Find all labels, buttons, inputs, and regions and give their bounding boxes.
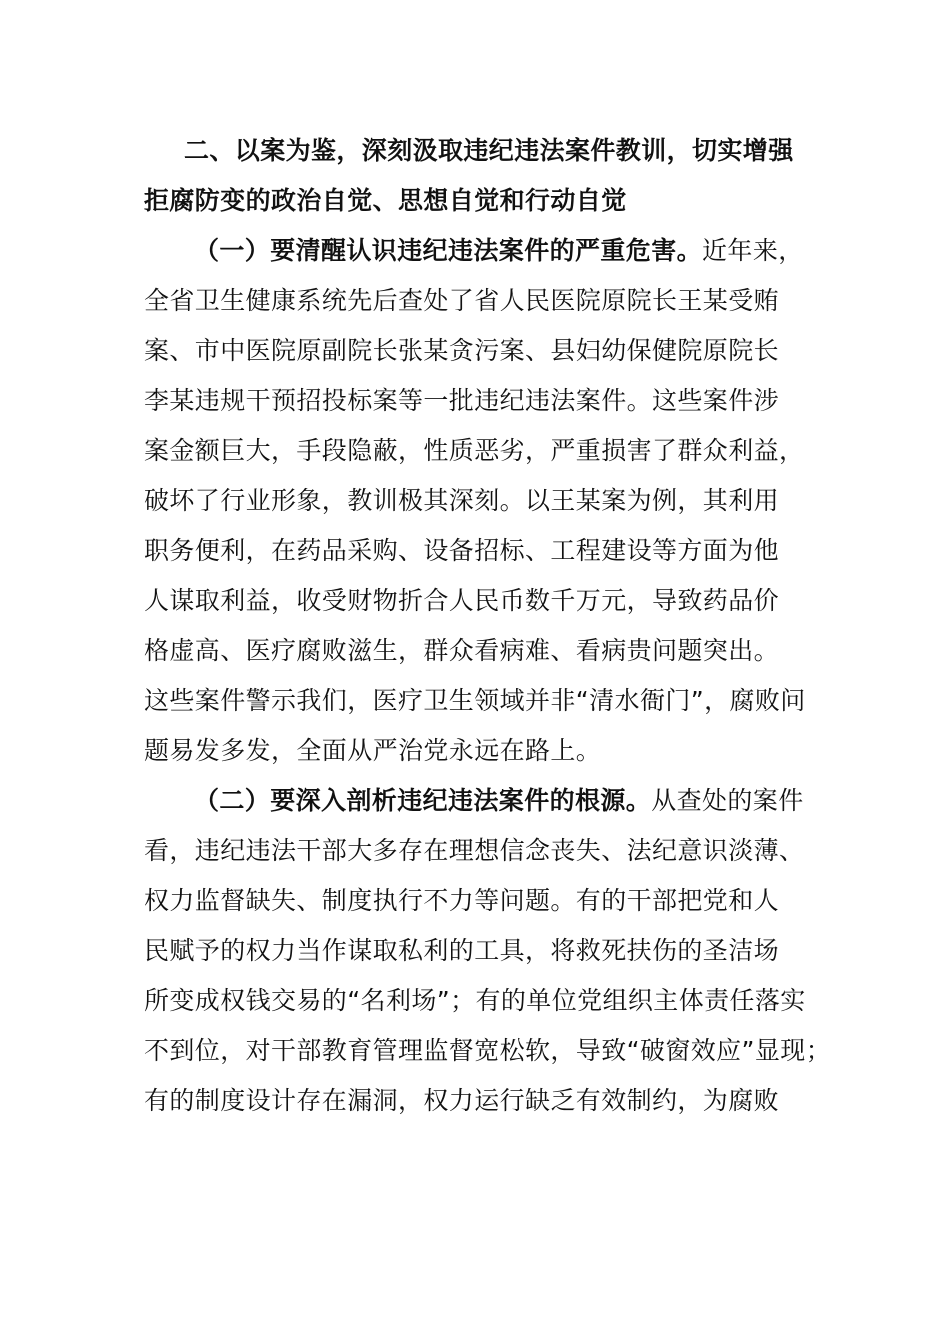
paragraph-line: 权力监督缺失、制度执行不力等问题。有的干部把党和人 <box>144 886 780 915</box>
document-body <box>144 126 834 1126</box>
paragraph-line: 格虚高、医疗腐败滋生，群众看病难、看病贵问题突出。 <box>144 636 780 665</box>
subsection-2-heading: （二）要深入剖析违纪违法案件的根源。 <box>194 786 652 815</box>
subsection-1-heading: （一）要清醒认识违纪违法案件的严重危害。 <box>194 236 703 265</box>
paragraph-line: 民赋予的权力当作谋取私利的工具，将救死扶伤的圣洁场 <box>144 936 780 965</box>
paragraph-line: 所变成权钱交易的“名利场”；有的单位党组织主体责任落实 <box>144 986 806 1015</box>
paragraph-line: 案金额巨大，手段隐蔽，性质恶劣，严重损害了群众利益， <box>144 436 805 465</box>
paragraph-line: 不到位，对干部教育管理监督宽松软，导致“破窗效应”显现； <box>144 1036 832 1065</box>
paragraph-line: 李某违规干预招投标案等一批违纪违法案件。这些案件涉 <box>144 386 780 415</box>
paragraph-line: 破坏了行业形象，教训极其深刻。以王某案为例，其利用 <box>144 486 780 515</box>
paragraph-line: 看，违纪违法干部大多存在理想信念丧失、法纪意识淡薄、 <box>144 836 805 865</box>
paragraph-line: 全省卫生健康系统先后查处了省人民医院原院长王某受贿 <box>144 286 780 315</box>
subsection-2-first-line <box>144 776 834 826</box>
section-heading-line-1: 二、以案为鉴，深刻汲取违纪违法案件教训，切实增强 <box>184 136 794 165</box>
paragraph-line: 职务便利，在药品采购、设备招标、工程建设等方面为他 <box>144 536 780 565</box>
subsection-2-lead: 从查处的案件 <box>651 786 804 815</box>
subsection-1-lead: 近年来， <box>702 236 804 265</box>
paragraph-line: 案、市中医院原副院长张某贪污案、县妇幼保健院原院长 <box>144 336 780 365</box>
section-heading-line-2: 拒腐防变的政治自觉、思想自觉和行动自觉 <box>144 186 627 215</box>
paragraph-line: 题易发多发，全面从严治党永远在路上。 <box>144 736 602 765</box>
paragraph-line: 这些案件警示我们，医疗卫生领域并非“清水衙门”，腐败问 <box>144 686 806 715</box>
paragraph-line: 有的制度设计存在漏洞，权力运行缺乏有效制约，为腐败 <box>144 1086 780 1115</box>
subsection-1-first-line <box>144 226 834 276</box>
paragraph-line: 人谋取利益，收受财物折合人民币数千万元，导致药品价 <box>144 586 780 615</box>
